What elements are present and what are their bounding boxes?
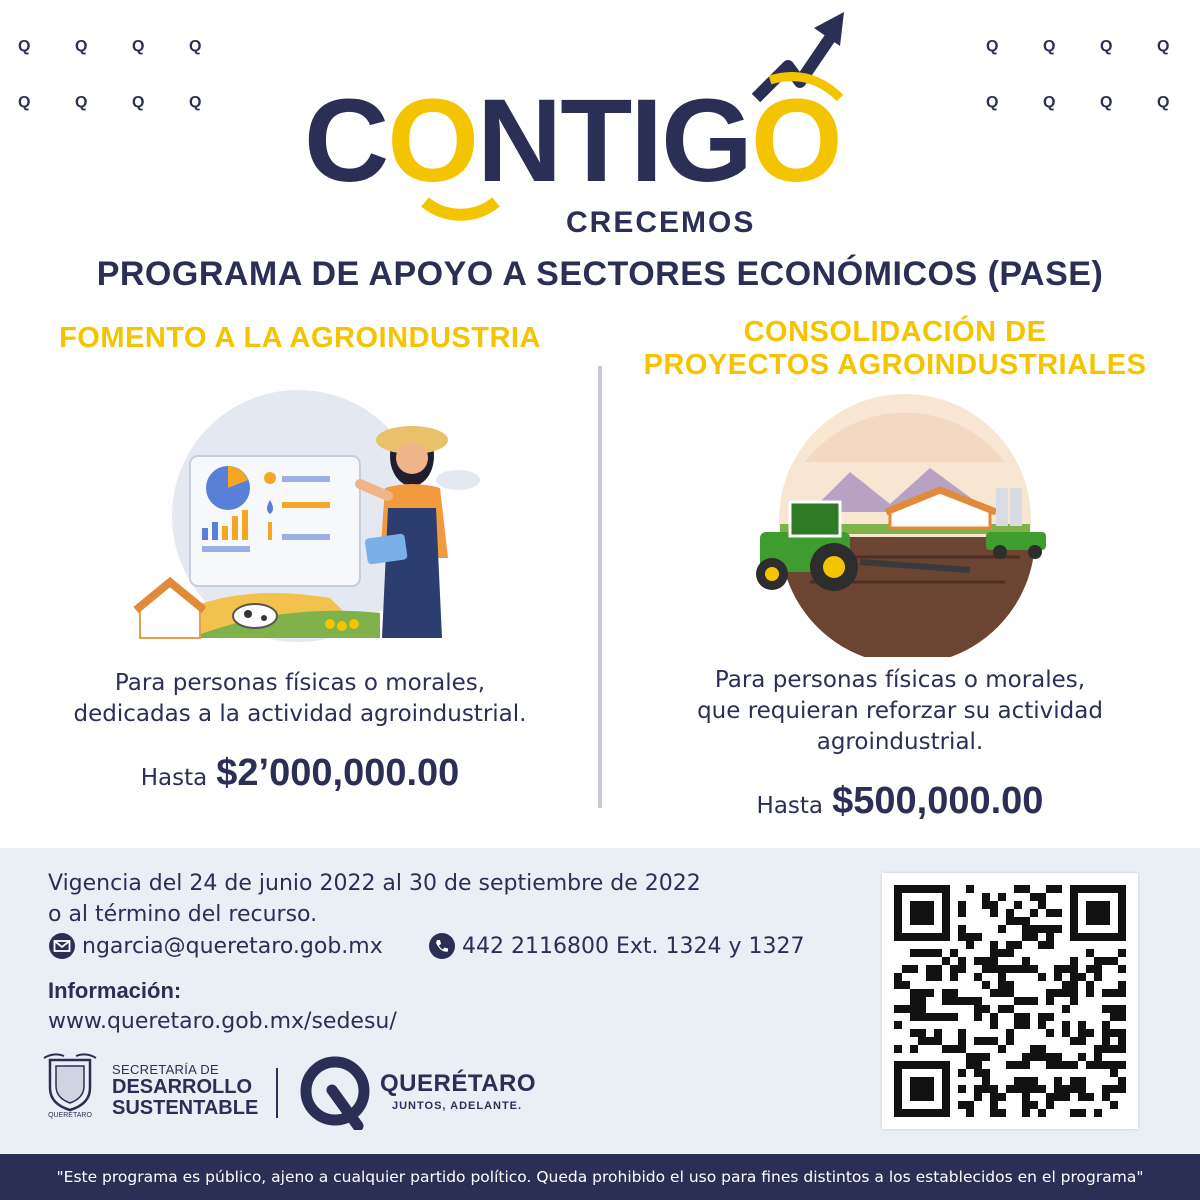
qr-code[interactable] — [882, 873, 1138, 1129]
description-line: agroindustrial. — [816, 729, 984, 755]
phone-icon — [428, 932, 456, 960]
description-line: Para personas físicas o morales, — [114, 670, 486, 696]
info-label: Información: — [48, 978, 182, 1003]
secretaria-line1: DESARROLLO — [112, 1076, 252, 1098]
q-pattern-left — [18, 38, 246, 120]
q-pattern-right — [986, 38, 1200, 120]
description-left — [30, 668, 570, 730]
q-pattern-glyph: Q — [75, 94, 88, 111]
disclaimer-bar — [0, 1154, 1200, 1200]
q-pattern-glyph: Q — [1157, 94, 1170, 111]
description-right — [630, 665, 1170, 758]
amount-left — [30, 752, 570, 795]
qr-code-icon — [894, 885, 1126, 1117]
validity-line: Vigencia del 24 de junio 2022 al 30 de septiembre de 2022 — [48, 871, 701, 896]
q-pattern-glyph: Q — [986, 38, 999, 55]
logo-wordmark: CONTIGO — [304, 75, 841, 207]
q-pattern-glyph: Q — [1100, 94, 1113, 111]
queretaro-q-logo-icon — [300, 1056, 370, 1130]
q-pattern-glyph: Q — [189, 38, 202, 55]
logo-subtitle: CRECEMOS — [566, 206, 756, 239]
amount-label: Hasta — [756, 793, 824, 819]
secretaria-small: SECRETARÍA DE — [112, 1062, 219, 1077]
q-pattern-glyph: Q — [1043, 94, 1056, 111]
q-pattern-glyph: Q — [18, 94, 31, 111]
description-line: Para personas físicas o morales, — [714, 667, 1086, 693]
program-title: PROGRAMA DE APOYO A SECTORES ECONÓMICOS (PASE) — [96, 255, 1104, 293]
column-title-right-line: PROYECTOS AGROINDUSTRIALES — [643, 349, 1147, 381]
description-line: que requieran reforzar su actividad — [697, 698, 1103, 724]
q-pattern-glyph: Q — [132, 38, 145, 55]
disclaimer-text: "Este programa es público, ajeno a cualquier partido político. Queda prohibido el uso para fines distintos a los establecidos en el programa" — [56, 1168, 1144, 1186]
column-title-right — [620, 316, 1170, 382]
q-pattern-glyph: Q — [18, 38, 31, 55]
q-pattern-glyph: Q — [189, 94, 202, 111]
amount-right — [630, 780, 1170, 823]
footer-logos — [40, 1050, 560, 1132]
q-pattern-glyph: Q — [986, 94, 999, 111]
q-pattern-glyph: Q — [1157, 38, 1170, 55]
validity-text — [48, 868, 808, 930]
logo-text — [304, 75, 841, 207]
shield-caption: QUERÉTARO — [48, 1112, 92, 1119]
amount-label: Hasta — [140, 765, 208, 791]
phone-text[interactable]: 442 2116800 Ext. 1324 y 1327 — [462, 933, 805, 959]
queretaro-slogan: JUNTOS, ADELANTE. — [392, 1100, 523, 1112]
email-text[interactable]: ngarcia@queretaro.gob.mx — [82, 933, 383, 959]
logo-separator — [276, 1068, 278, 1118]
validity-line: o al término del recurso. — [48, 902, 318, 927]
tractor-farm-icon — [750, 392, 1060, 657]
contigo-logo — [300, 10, 900, 240]
farmer-presenting-chart-icon — [130, 388, 490, 653]
q-pattern-glyph: Q — [1043, 38, 1056, 55]
email-contact[interactable] — [48, 930, 383, 962]
q-pattern-glyph: Q — [1100, 38, 1113, 55]
column-title-right-line: CONSOLIDACIÓN DE — [743, 316, 1047, 348]
info-url-link[interactable]: www.queretaro.gob.mx/sedesu/ — [48, 1009, 397, 1034]
amount-value: $2’000,000.00 — [216, 752, 460, 794]
q-pattern-glyph: Q — [75, 38, 88, 55]
mail-icon — [48, 932, 76, 960]
secretaria-logo-text — [112, 1062, 258, 1119]
queretaro-name: QUERÉTARO — [380, 1070, 537, 1097]
amount-value: $500,000.00 — [832, 780, 1044, 822]
description-line: dedicadas a la actividad agroindustrial. — [73, 701, 527, 727]
column-title-left: FOMENTO A LA AGROINDUSTRIA — [59, 322, 541, 354]
secretaria-line2: SUSTENTABLE — [112, 1097, 259, 1119]
state-shield-icon — [40, 1052, 100, 1114]
q-pattern-glyph: Q — [132, 94, 145, 111]
phone-contact[interactable] — [428, 930, 804, 962]
column-divider — [598, 366, 602, 808]
